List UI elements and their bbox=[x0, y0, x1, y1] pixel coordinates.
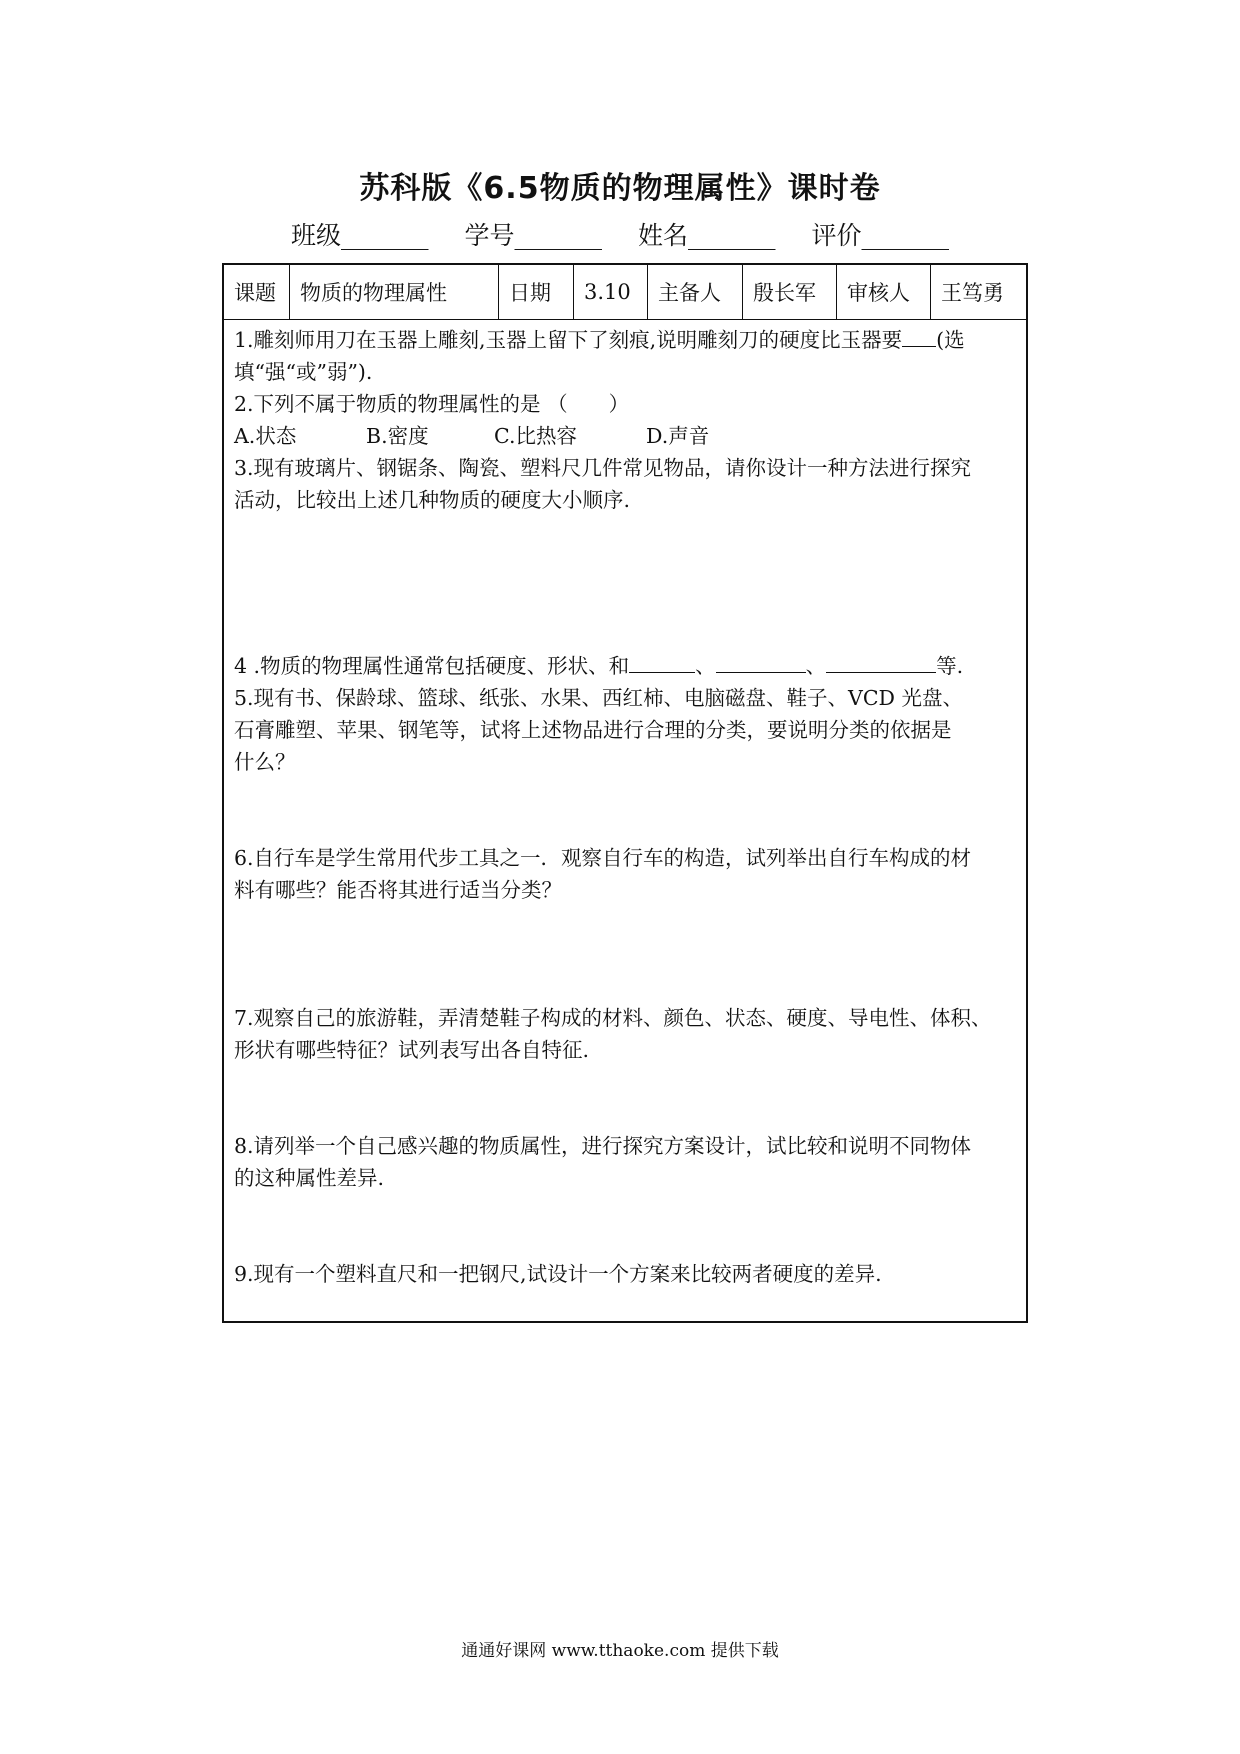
question-1-text: 1.雕刻师用刀在玉器上雕刻,玉器上留下了刻痕,说明雕刻刀的硬度比玉器要 bbox=[234, 328, 903, 352]
reviewer-label: 审核人 bbox=[837, 265, 931, 319]
option-b: B.密度 bbox=[366, 424, 429, 448]
student-info-line bbox=[0, 216, 1240, 252]
question-1 bbox=[234, 324, 1016, 356]
topic-label: 课题 bbox=[224, 265, 290, 319]
option-a: A.状态 bbox=[234, 424, 297, 448]
grade-field: 评价_______ bbox=[811, 221, 949, 250]
question-2-options bbox=[234, 420, 1016, 452]
question-4-end: 等. bbox=[936, 654, 964, 678]
worksheet-table bbox=[222, 263, 1028, 1323]
answer-blank bbox=[826, 650, 936, 673]
question-5-cont: 什么？ bbox=[234, 750, 296, 774]
question-7-cont: 形状有哪些特征？试列表写出各自特征. bbox=[234, 1038, 590, 1062]
footer-text: 通通好课网 www.tthaoke.com 提供下载 bbox=[461, 1641, 779, 1661]
answer-blank bbox=[716, 650, 806, 673]
date-label: 日期 bbox=[499, 265, 574, 319]
questions-area bbox=[224, 320, 1026, 1290]
preparer-value: 殷长军 bbox=[743, 265, 837, 319]
question-4 bbox=[234, 650, 1016, 682]
page-title: 苏科版《6.5物质的物理属性》课时卷 bbox=[359, 171, 881, 206]
question-5: 5.现有书、保龄球、篮球、纸张、水果、西红柿、电脑磁盘、鞋子、VCD 光盘、 bbox=[234, 686, 963, 710]
number-field: 学号_______ bbox=[464, 221, 603, 250]
answer-space bbox=[234, 1066, 1016, 1130]
name-field: 姓名_______ bbox=[637, 221, 776, 250]
option-d: D.声音 bbox=[646, 424, 710, 448]
class-field: 班级_______ bbox=[291, 221, 429, 250]
question-4-text: 4 .物质的物理属性通常包括硬度、形状、和 bbox=[234, 654, 630, 678]
date-value: 3.10 bbox=[574, 265, 648, 319]
separator: 、 bbox=[695, 654, 716, 678]
question-2: 2.下列不属于物质的物理属性的是 （ ） bbox=[234, 392, 630, 416]
question-8-cont: 的这种属性差异. bbox=[234, 1166, 385, 1190]
separator: 、 bbox=[805, 654, 827, 678]
question-6: 6.自行车是学生常用代步工具之一．观察自行车的构造，试列举出自行车构成的材 bbox=[234, 846, 972, 870]
question-3: 3.现有玻璃片、钢锯条、陶瓷、塑料尺几件常见物品，请你设计一种方法进行探究 bbox=[234, 456, 972, 480]
reviewer-value: 王笃勇 bbox=[941, 281, 1004, 305]
option-c: C.比热容 bbox=[494, 424, 577, 448]
question-9: 9.现有一个塑料直尺和一把钢尺,试设计一个方案来比较两者硬度的差异. bbox=[234, 1262, 882, 1286]
question-6-cont: 料有哪些？能否将其进行适当分类？ bbox=[234, 878, 562, 902]
answer-space bbox=[234, 906, 1016, 1002]
answer-blank bbox=[902, 324, 936, 347]
answer-space bbox=[234, 1194, 1016, 1258]
question-3-cont: 活动，比较出上述几种物质的硬度大小顺序. bbox=[234, 488, 631, 512]
question-7: 7.观察自己的旅游鞋，弄清楚鞋子构成的材料、颜色、状态、硬度、导电性、体积、 bbox=[234, 1006, 992, 1030]
answer-space bbox=[234, 516, 1016, 650]
answer-space bbox=[234, 778, 1016, 842]
header-row bbox=[224, 265, 1026, 320]
question-1-text-end: (选 bbox=[936, 328, 965, 352]
preparer-label: 主备人 bbox=[648, 265, 743, 319]
question-5-cont: 石膏雕塑、苹果、钢笔等，试将上述物品进行合理的分类，要说明分类的依据是 bbox=[234, 718, 952, 742]
answer-blank bbox=[629, 650, 695, 673]
topic-value: 物质的物理属性 bbox=[290, 265, 499, 319]
question-8: 8.请列举一个自己感兴趣的物质属性，进行探究方案设计，试比较和说明不同物体 bbox=[234, 1134, 972, 1158]
question-1-cont: 填“强“或”弱”). bbox=[234, 360, 373, 384]
